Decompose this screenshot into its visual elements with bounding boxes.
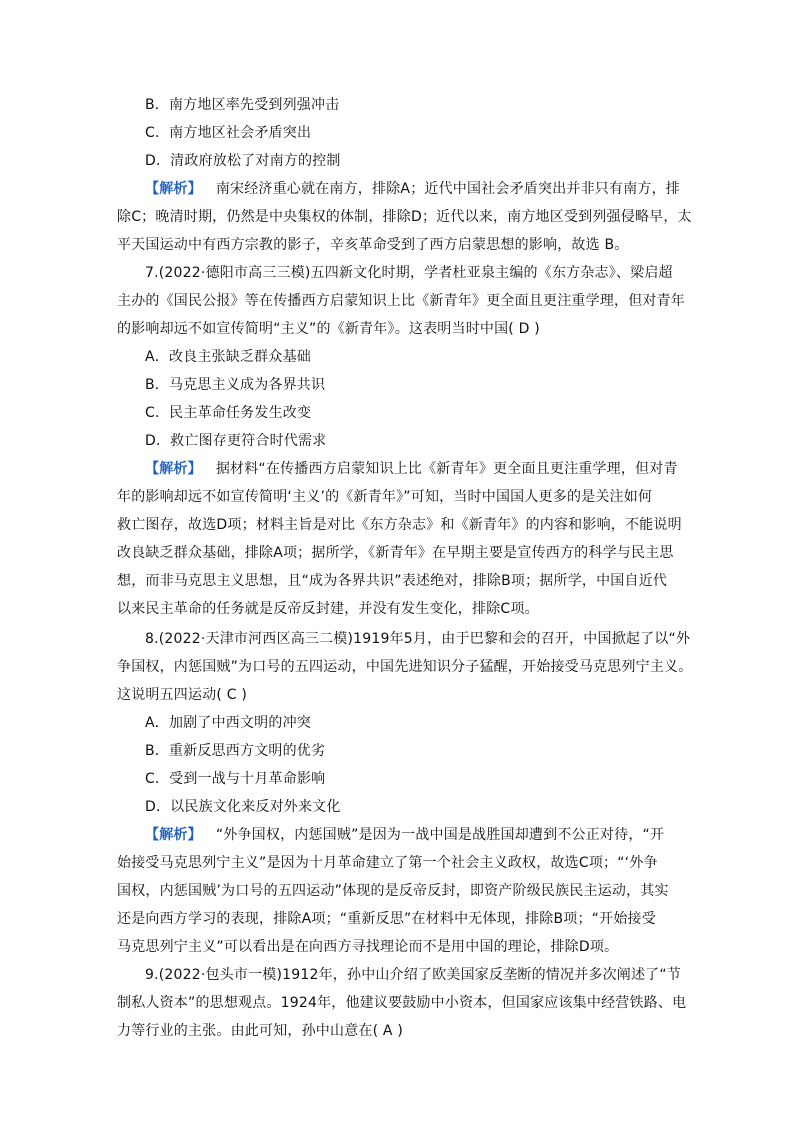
q6-analysis-line-1 bbox=[145, 180, 715, 198]
q6-analysis-line-2: 除C；晚清时期，仍然是中央集权的体制，排除D；近代以来，南方地区受到列强侵略早，太 bbox=[117, 209, 692, 225]
analysis-tag: 【解析】 bbox=[145, 181, 202, 197]
q8-analysis-text-1: “外争国权，内惩国贼”是因为一战中国是战胜国却遭到不公正对待，“开 bbox=[215, 827, 665, 843]
q7-analysis-line-5: 想，而非马克思主义思想，且“成为各界共识”表述绝对，排除B项；据所学，中国自近代 bbox=[117, 573, 668, 589]
q8-stem-line-2: 争国权，内惩国贼”为口号的五四运动，中国先进知识分子猛醒，开始接受马克思列宁主义。 bbox=[117, 659, 693, 675]
q8-stem-line-1: 8.(2022·天津市河西区高三二模)1919年5月，由于巴黎和会的召开，中国掀起了以“外 bbox=[145, 631, 691, 647]
q6-analysis-text-1: 南宋经济重心就在南方，排除A；近代中国社会矛盾突出并非只有南方，排 bbox=[215, 181, 680, 197]
q6-analysis-line-3: 平天国运动中有西方宗教的影子，辛亥革命受到了西方启蒙思想的影响，故选 B。 bbox=[117, 237, 629, 253]
q7-stem-line-3: 的影响却远不如宣传简明“主义”的《新青年》。这表明当时中国( D ) bbox=[117, 321, 540, 337]
q6-option-b: B．南方地区率先受到列强冲击 bbox=[145, 97, 340, 113]
q8-analysis-line-2: 始接受马克思列宁主义”是因为十月革命建立了第一个社会主义政权，故选C项；“‘外争 bbox=[117, 855, 658, 871]
q6-option-c: C．南方地区社会矛盾突出 bbox=[145, 125, 312, 141]
q8-option-c: C．受到一战与十月革命影响 bbox=[145, 771, 326, 787]
q7-option-d: D．救亡图存更符合时代需求 bbox=[145, 433, 327, 449]
q7-stem-line-1: 7.(2022·德阳市高三三模)五四新文化时期，学者杜亚泉主编的《东方杂志》、梁启超 bbox=[145, 265, 673, 281]
q7-analysis-line-1 bbox=[145, 460, 715, 478]
q8-stem-line-3: 这说明五四运动( C ) bbox=[117, 687, 247, 703]
q7-analysis-text-1: 据材料“在传播西方启蒙知识上比《新青年》更全面且更注重学理，但对青 bbox=[215, 461, 678, 477]
q9-stem-line-3: 力等行业的主张。由此可知，孙中山意在( A ) bbox=[117, 1023, 404, 1039]
q7-analysis-line-4: 改良缺乏群众基础，排除A项；据所学，《新青年》在早期主要是宣传西方的科学与民主思 bbox=[117, 545, 674, 561]
q8-analysis-line-5: 马克思列宁主义”可以看出是在向西方寻找理论而不是用中国的理论，排除D项。 bbox=[117, 939, 619, 955]
q7-analysis-line-3: 救亡图存，故选D项；材料主旨是对比《东方杂志》和《新青年》的内容和影响，不能说明 bbox=[117, 517, 682, 533]
q8-analysis-line-4: 还是向西方学习的表现，排除A项；“重新反思”在材料中无体现，排除B项；“开始接受 bbox=[117, 911, 656, 927]
analysis-tag: 【解析】 bbox=[145, 827, 202, 843]
q7-option-b: B．马克思主义成为各界共识 bbox=[145, 377, 326, 393]
q9-stem-line-1: 9.(2022·包头市一模)1912年，孙中山介绍了欧美国家反垄断的情况并多次阐述了“节 bbox=[145, 967, 682, 983]
q7-stem-line-2: 主办的《国民公报》等在传播西方启蒙知识上比《新青年》更全面且更注重学理，但对青年 bbox=[117, 293, 685, 309]
q7-analysis-line-2: 年的影响却远不如宣传简明‘主义’的《新青年》”可知，当时中国国人更多的是关注如何 bbox=[117, 489, 653, 505]
q8-option-a: A．加剧了中西文明的冲突 bbox=[145, 715, 311, 731]
q9-stem-line-2: 制私人资本”的思想观点。1924年，他建议要鼓励中小资本，但国家应该集中经营铁路、电 bbox=[117, 995, 687, 1011]
q6-option-d: D．清政府放松了对南方的控制 bbox=[145, 153, 341, 169]
q7-option-c: C．民主革命任务发生改变 bbox=[145, 405, 312, 421]
q8-analysis-line-3: 国权，内惩国贼’为口号的五四运动”体现的是反帝反封，即资产阶级民族民主运动，其实 bbox=[117, 883, 669, 899]
q7-analysis-line-6: 以来民主革命的任务就是反帝反封建，并没有发生变化，排除C项。 bbox=[117, 601, 539, 617]
analysis-tag: 【解析】 bbox=[145, 461, 202, 477]
q8-option-d: D．以民族文化来反对外来文化 bbox=[145, 799, 341, 815]
q8-analysis-line-1 bbox=[145, 826, 715, 844]
q8-option-b: B．重新反思西方文明的优劣 bbox=[145, 743, 326, 759]
q7-option-a: A．改良主张缺乏群众基础 bbox=[145, 349, 311, 365]
